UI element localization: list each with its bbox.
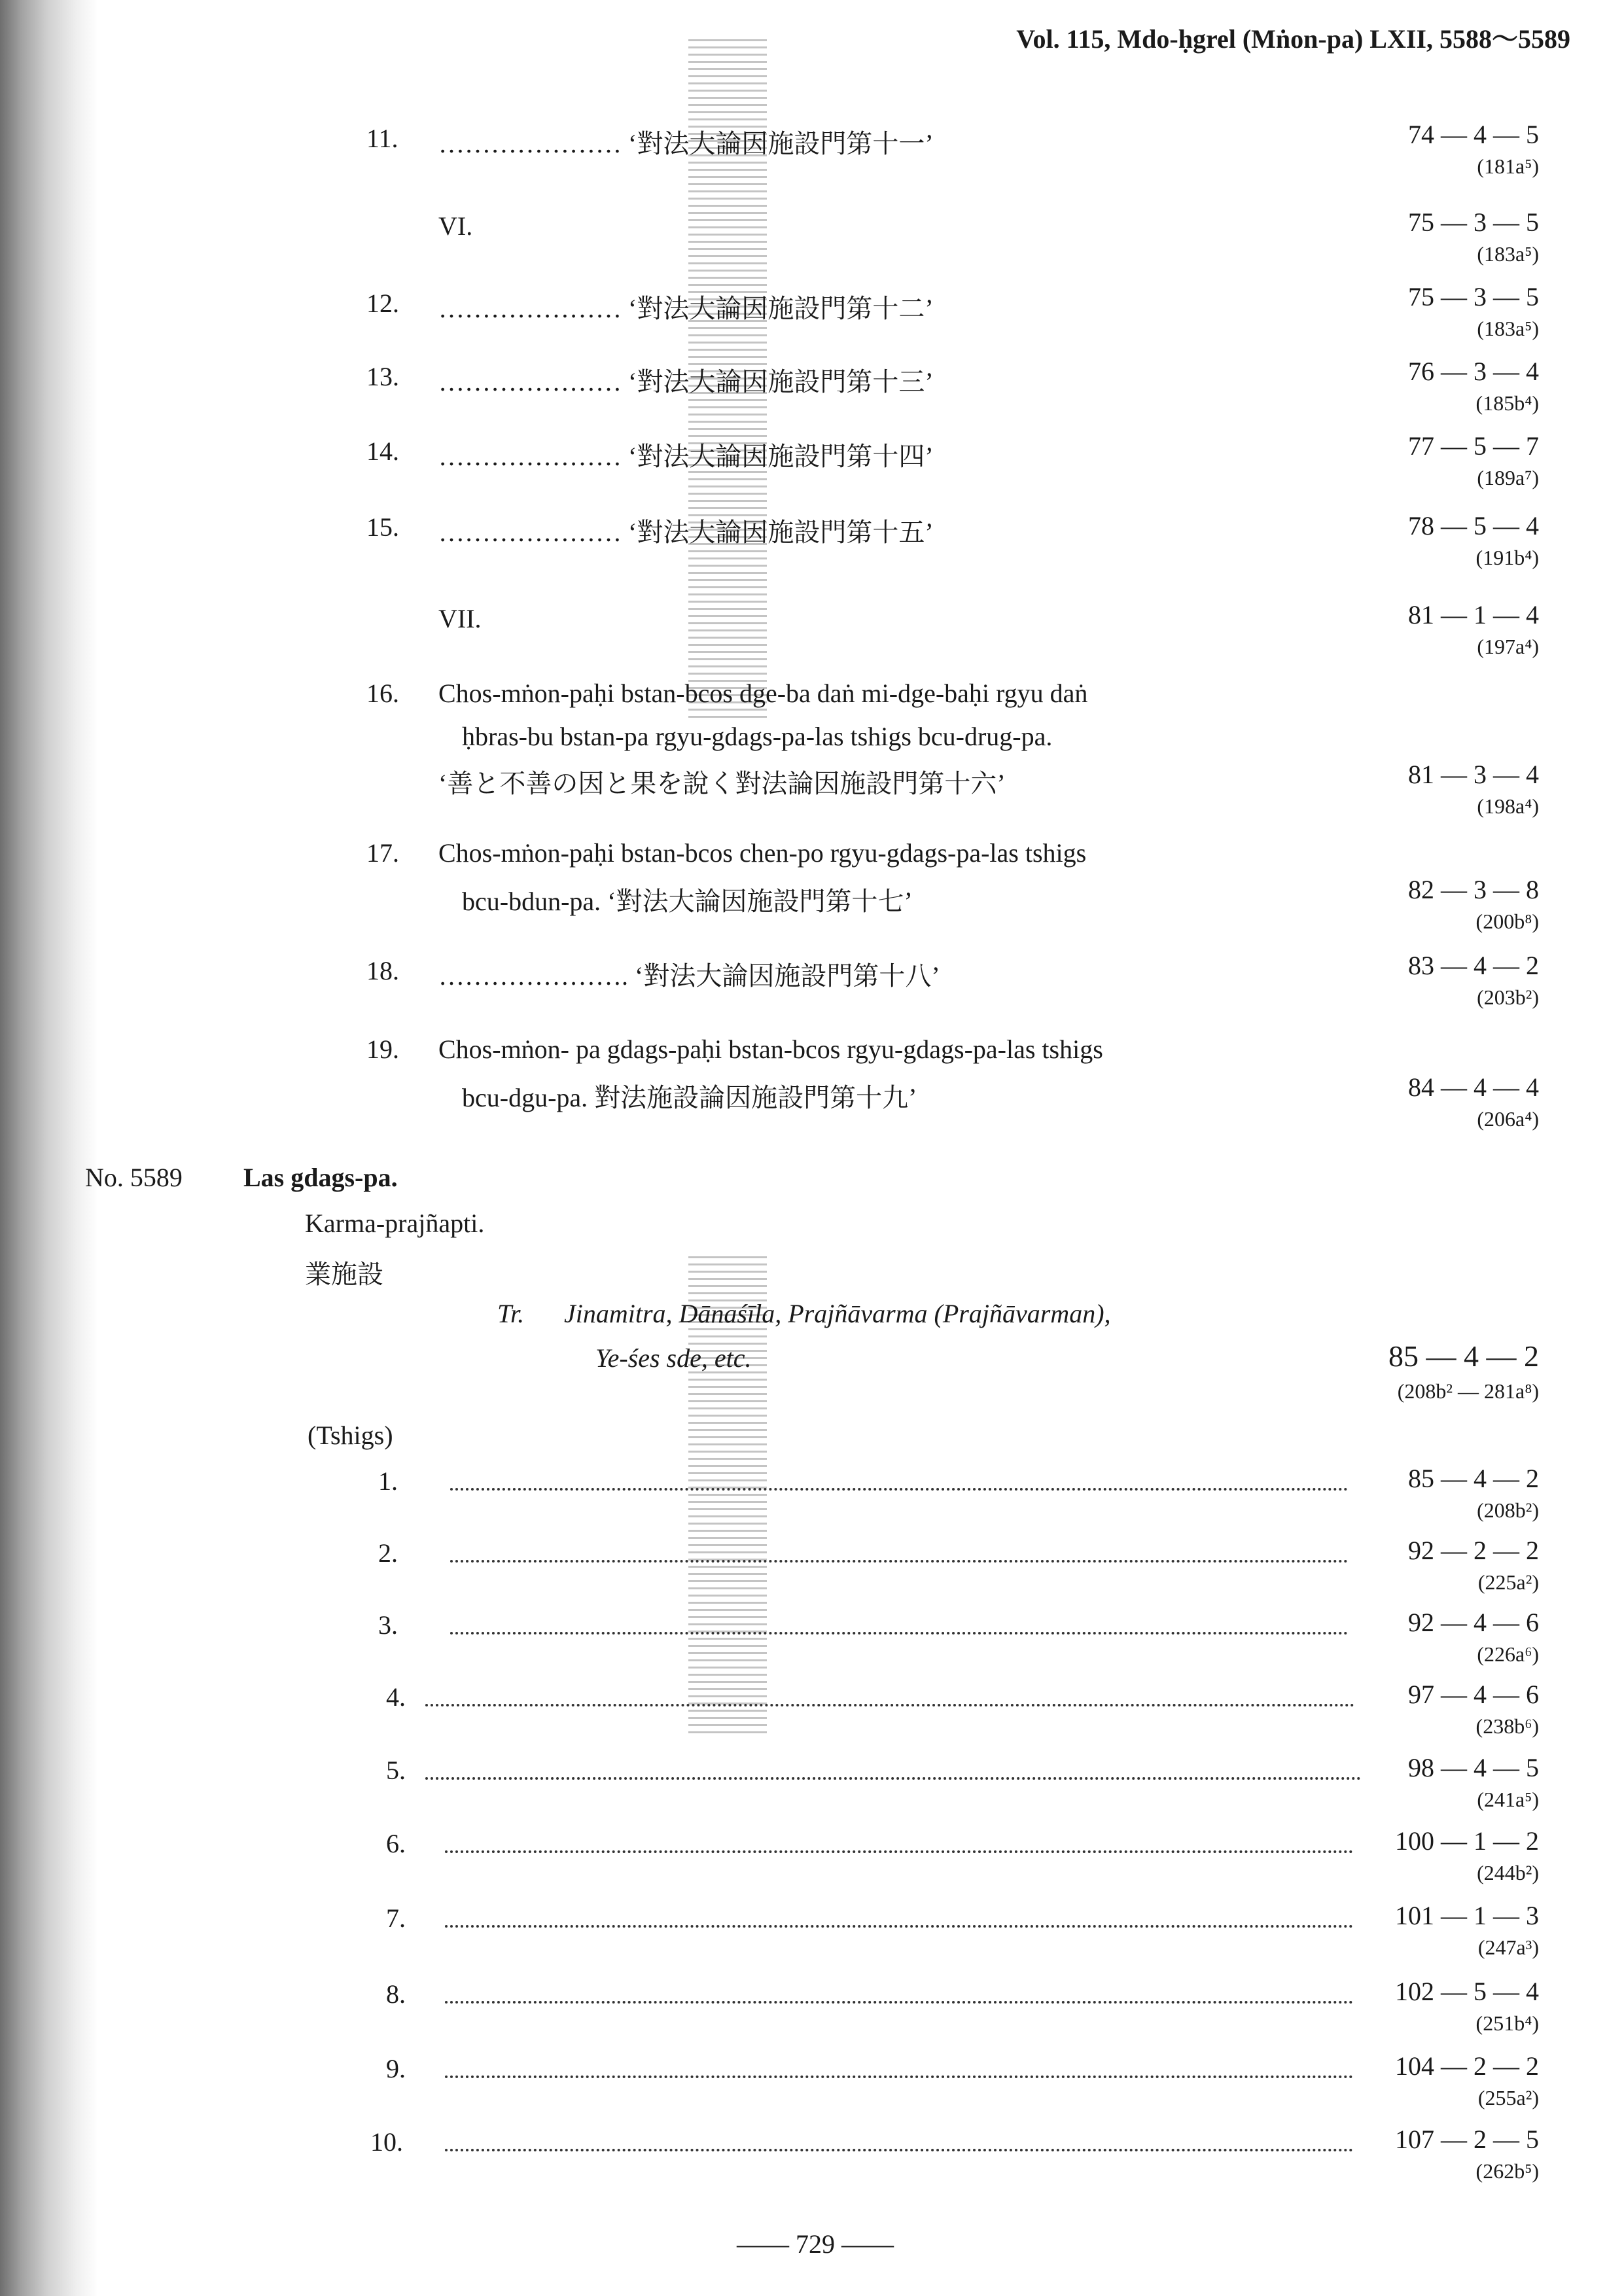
row-ref: 92 — 2 — 2 <box>1408 1536 1539 1565</box>
row-ref: 85 — 4 — 2 <box>1408 1464 1539 1493</box>
entry-line: ḥbras-bu bstan-pa rgyu-gdags-pa-las tshigs bcu-drug-pa. <box>462 722 1053 751</box>
text-sub: (208b² — 281a⁸) <box>1397 1379 1539 1403</box>
row-sub: (251b⁴) <box>1475 2011 1539 2035</box>
row-sub: (226a⁶) <box>1477 1642 1539 1666</box>
leader-dots <box>445 2001 1353 2004</box>
row-number: 10. <box>370 2127 403 2157</box>
sanskrit-title: Karma-prajñapti. <box>305 1209 485 1238</box>
tshigs-label: (Tshigs) <box>308 1421 393 1450</box>
entry-sub: (185b⁴) <box>1475 391 1539 415</box>
row-number: 5. <box>386 1756 406 1785</box>
row-sub: (262b⁵) <box>1475 2159 1539 2183</box>
row-ref: 104 — 2 — 2 <box>1395 2051 1539 2081</box>
translators-line: Ye-śes sde, etc. <box>595 1343 752 1373</box>
section-heading: VI. <box>438 211 473 241</box>
entry-text: ………………… ‘對法大論因施設門第十五’ <box>438 518 934 547</box>
entry-sub: (206a⁴) <box>1477 1107 1539 1131</box>
entry-text: ………………… ‘對法大論因施設門第十二’ <box>438 294 934 323</box>
leader-dots <box>445 2149 1353 2151</box>
leader-dots <box>425 1777 1361 1780</box>
row-ref: 98 — 4 — 5 <box>1408 1753 1539 1782</box>
entry-number: 19. <box>366 1034 399 1064</box>
row-number: 9. <box>386 2054 406 2083</box>
section-heading: VII. <box>438 604 482 633</box>
entry-ref: 76 — 3 — 4 <box>1408 357 1539 386</box>
row-number: 1. <box>378 1466 398 1496</box>
row-sub: (238b⁶) <box>1475 1714 1539 1738</box>
leader-dots <box>445 2075 1353 2078</box>
text-ref: 85 — 4 — 2 <box>1388 1339 1539 1373</box>
entry-ref: 82 — 3 — 8 <box>1408 875 1539 904</box>
entry-sub: (197a⁴) <box>1477 635 1539 658</box>
entry-line: bcu-dgu-pa. 對法施設論因施設門第十九’ <box>462 1083 917 1112</box>
entry-number: 14. <box>366 436 399 466</box>
row-ref: 107 — 2 — 5 <box>1395 2125 1539 2154</box>
row-sub: (247a³) <box>1477 1935 1539 1959</box>
entry-sub: (183a⁵) <box>1477 317 1539 340</box>
entry-sub: (189a⁷) <box>1477 466 1539 489</box>
row-ref: 92 — 4 — 6 <box>1408 1608 1539 1637</box>
row-number: 2. <box>378 1538 398 1568</box>
entry-number: 16. <box>366 679 399 708</box>
text-number: No. 5589 <box>85 1163 183 1192</box>
entry-ref: 84 — 4 — 4 <box>1408 1072 1539 1102</box>
entry-sub: (203b²) <box>1477 985 1539 1009</box>
entry-ref: 81 — 1 — 4 <box>1408 600 1539 629</box>
row-sub: (244b²) <box>1477 1861 1539 1884</box>
entry-ref: 83 — 4 — 2 <box>1408 951 1539 980</box>
entry-line: Chos-mṅon- pa gdags-paḥi bstan-bcos rgyu-gdags-pa-las tshigs <box>438 1034 1103 1064</box>
chinese-title: 業施設 <box>305 1260 383 1289</box>
entry-ref: 75 — 3 — 5 <box>1408 282 1539 311</box>
entry-sub: (198a⁴) <box>1477 794 1539 818</box>
entry-number: 18. <box>366 956 399 985</box>
leader-dots <box>450 1488 1348 1491</box>
running-header: Vol. 115, Mdo-ḥgrel (Mṅon-pa) LXII, 5588～5589 <box>1016 24 1570 54</box>
row-sub: (241a⁵) <box>1477 1788 1539 1811</box>
entry-sub: (183a⁵) <box>1477 242 1539 266</box>
scan-edge-shadow <box>0 0 98 2296</box>
entry-text: …………………. ‘對法大論因施設門第十八’ <box>438 961 940 991</box>
entry-text: ………………… ‘對法大論因施設門第十四’ <box>438 442 934 471</box>
entry-ref: 75 — 3 — 5 <box>1408 207 1539 237</box>
leader-dots <box>445 1925 1353 1928</box>
translator-label: Tr. <box>497 1299 525 1328</box>
text-title: Las gdags-pa. <box>243 1163 398 1192</box>
row-sub: (208b²) <box>1477 1498 1539 1522</box>
leader-dots <box>450 1632 1348 1634</box>
entry-sub: (181a⁵) <box>1477 154 1539 178</box>
row-number: 6. <box>386 1829 406 1858</box>
row-number: 4. <box>386 1682 406 1712</box>
translators-line: Jinamitra, Dānaśīla, Prajñāvarma (Prajñāvarman), <box>564 1299 1111 1328</box>
entry-number: 12. <box>366 289 399 318</box>
row-number: 3. <box>378 1610 398 1640</box>
leader-dots <box>445 1850 1353 1853</box>
entry-number: 17. <box>366 838 399 868</box>
entry-line: Chos-mṅon-paḥi bstan-bcos dge-ba daṅ mi-dge-baḥi rgyu daṅ <box>438 679 1088 708</box>
row-number: 8. <box>386 1979 406 2009</box>
entry-line: bcu-bdun-pa. ‘對法大論因施設門第十七’ <box>462 887 913 916</box>
entry-sub: (191b⁴) <box>1475 546 1539 569</box>
entry-ref: 77 — 5 — 7 <box>1408 431 1539 461</box>
entry-number: 13. <box>366 362 399 391</box>
entry-text: ………………… ‘對法大論因施設門第十一’ <box>438 129 934 158</box>
entry-ref: 81 — 3 — 4 <box>1408 760 1539 789</box>
entry-sub: (200b⁸) <box>1475 910 1539 933</box>
entry-number: 15. <box>366 512 399 542</box>
entry-number: 11. <box>366 124 398 153</box>
row-ref: 102 — 5 — 4 <box>1395 1977 1539 2006</box>
page-number: —— 729 —— <box>737 2229 894 2259</box>
row-number: 7. <box>386 1903 406 1933</box>
row-ref: 100 — 1 — 2 <box>1395 1826 1539 1856</box>
row-ref: 97 — 4 — 6 <box>1408 1680 1539 1709</box>
entry-text: ………………… ‘對法大論因施設門第十三’ <box>438 367 934 397</box>
leader-dots <box>450 1560 1348 1563</box>
row-sub: (255a²) <box>1477 2086 1539 2110</box>
leader-dots <box>425 1704 1354 1706</box>
entry-line: Chos-mṅon-paḥi bstan-bcos chen-po rgyu-gdags-pa-las tshigs <box>438 838 1087 868</box>
entry-ref: 78 — 5 — 4 <box>1408 511 1539 540</box>
row-sub: (225a²) <box>1477 1570 1539 1594</box>
entry-line: ‘善と不善の因と果を說く對法論因施設門第十六’ <box>438 769 1006 798</box>
row-ref: 101 — 1 — 3 <box>1395 1901 1539 1930</box>
entry-ref: 74 — 4 — 5 <box>1408 120 1539 149</box>
